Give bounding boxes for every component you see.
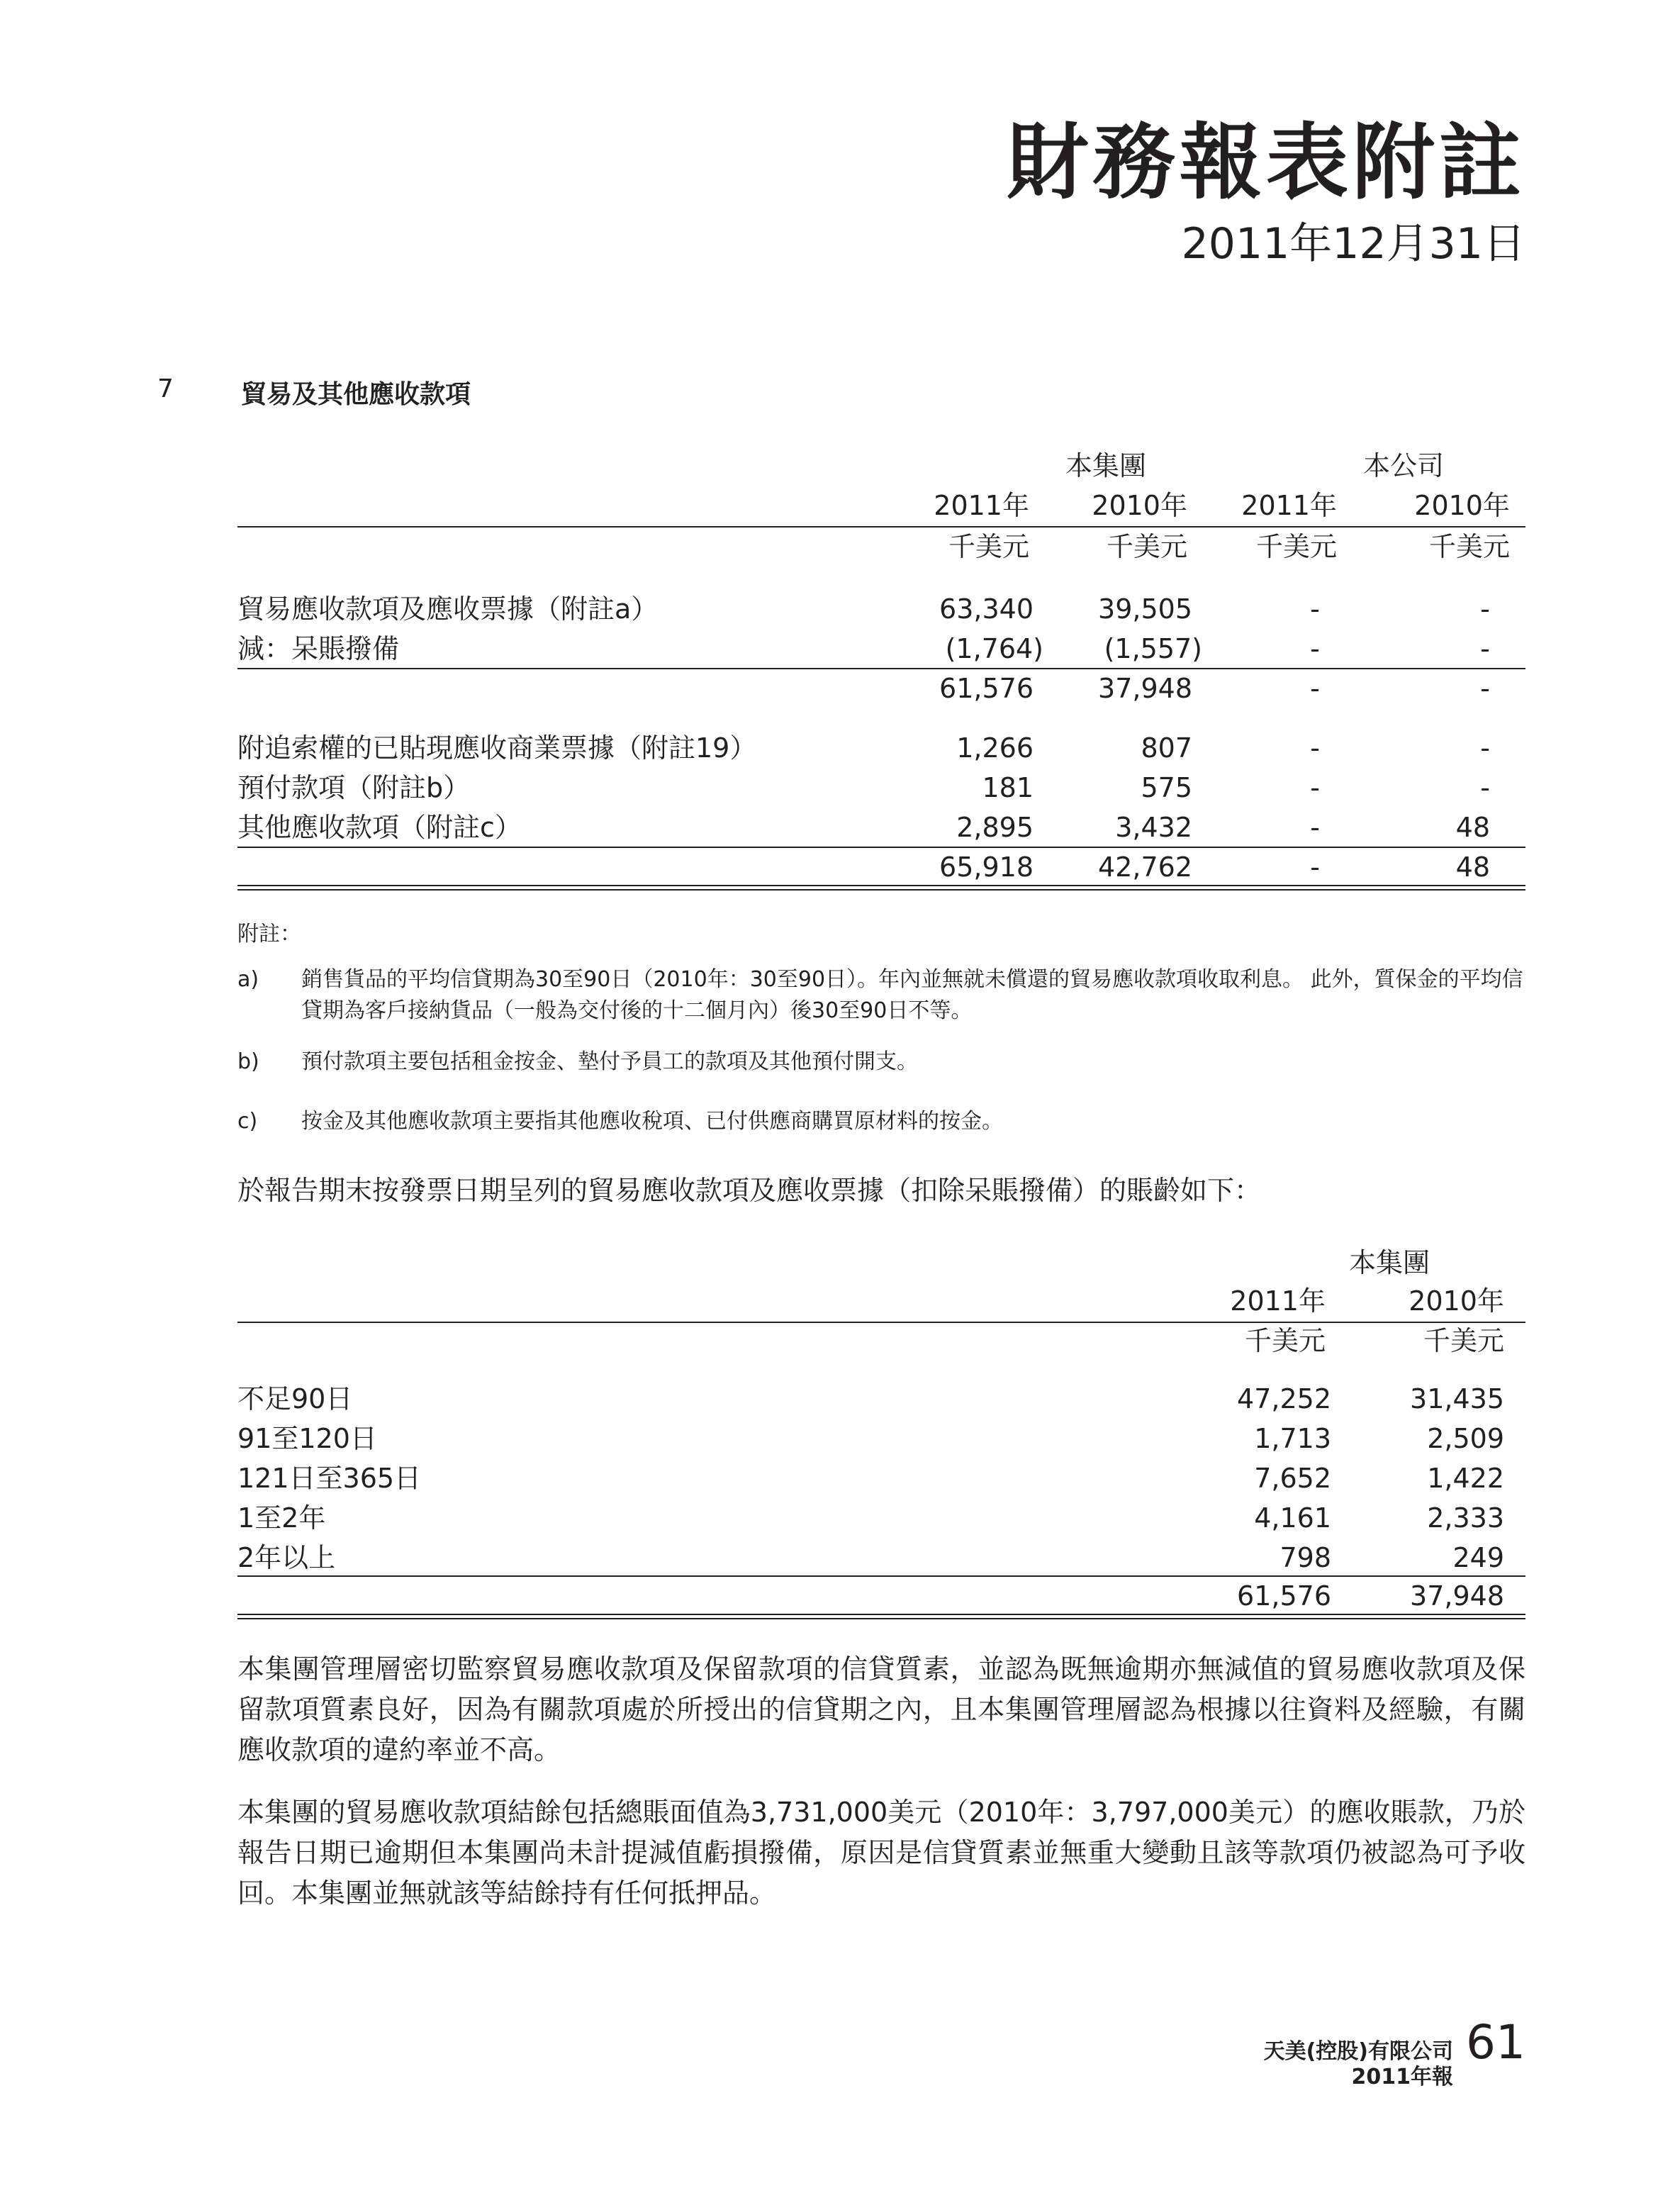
double-rule-top [237,1614,1525,1615]
cell-value: - [1480,732,1490,764]
subtotal-rule [237,668,1525,669]
note-marker: c) [237,1109,258,1134]
cell-value: - [1310,772,1320,803]
cell-value: 1,713 [1254,1423,1331,1454]
cell-value: 798 [1279,1542,1331,1573]
cell-value: 63,340 [939,593,1034,625]
unit-header: 千美元 [1255,531,1337,562]
overdue-paragraph: 本集團的貿易應收款項結餘包括總賬面值為3,731,000美元（2010年：3,797,000美元）的應收賬款，乃於報告日期已逾期但本集團尚未計提減值虧損撥備，原因是信貸質素並無重大變動且該等款項仍被認為可予收回。本集團並無就該等結餘持有任何抵押品。 [237,1797,1525,1909]
year-header: 2010年 [1092,490,1187,521]
year-header: 2011年 [934,490,1029,521]
total-rule [237,847,1525,848]
cell-value: 37,948 [1098,673,1192,704]
section-title: 貿易及其他應收款項 [241,380,471,409]
company-header: 本公司 [1362,450,1444,481]
cell-value: 65,918 [939,852,1034,883]
row-label: 1至2年 [237,1502,326,1534]
total-value: 61,576 [1237,1580,1331,1612]
group-header: 本集團 [1348,1247,1430,1278]
note-marker: a) [237,967,259,992]
year-header: 2010年 [1414,490,1510,521]
cell-value: - [1310,852,1320,883]
page-title: 財務報表附註 [1007,115,1525,211]
unit-header: 千美元 [1244,1325,1326,1356]
cell-value: - [1310,812,1320,843]
row-label: 2年以上 [237,1542,336,1573]
cell-value: 575 [1141,772,1192,803]
section-number: 7 [157,374,174,403]
footer-report: 2011年報 [1351,2065,1453,2089]
cell-value: 48 [1455,852,1490,883]
year-header: 2011年 [1230,1285,1326,1317]
cell-value: 7,652 [1254,1463,1331,1494]
row-label: 貿易應收款項及應收票據（附註a） [237,593,659,625]
cell-value: 48 [1455,812,1490,843]
group-header: 本集團 [1065,450,1146,481]
row-label: 預付款項（附註b） [237,772,471,803]
year-header: 2011年 [1241,490,1337,521]
cell-value: 807 [1141,732,1192,764]
row-label: 121日至365日 [237,1463,422,1494]
cell-value: 2,333 [1427,1502,1504,1534]
cell-value: - [1310,673,1320,704]
cell-value: 181 [982,772,1034,803]
notes-heading: 附註： [237,922,301,947]
cell-value: - [1310,633,1320,664]
note-text: 預付款項主要包括租金按金、墊付予員工的款項及其他預付開支。 [301,1049,918,1074]
cell-value: (1,764) [945,633,1043,664]
cell-value: 1,266 [956,732,1034,764]
cell-value: 2,509 [1427,1423,1504,1454]
note-marker: b) [237,1049,259,1074]
note-text: 銷售貨品的平均信貸期為30至90日（2010年：30至90日）。年內並無就未償還的貿易應收款項收取利息。 此外，質保金的平均信貸期為客戶接納貨品（一般為交付後的十二個月內）後30至90日不等。 [301,967,1523,1023]
note-text: 按金及其他應收款項主要指其他應收稅項、已付供應商購買原材料的按金。 [301,1109,1003,1134]
cell-value: - [1480,673,1490,704]
cell-value: - [1310,732,1320,764]
cell-value: 1,422 [1427,1463,1504,1494]
total-rule [237,1575,1525,1577]
cell-value: 39,505 [1098,593,1192,625]
unit-header: 千美元 [1428,531,1510,562]
double-rule-bottom [237,889,1525,891]
report-date: 2011年12月31日 [1181,219,1525,269]
unit-header: 千美元 [1106,531,1187,562]
cell-value: 31,435 [1410,1383,1504,1414]
cell-value: 249 [1452,1542,1504,1573]
cell-value: 47,252 [1237,1383,1331,1414]
row-label: 其他應收款項（附註c） [237,812,522,843]
unit-header: 千美元 [948,531,1029,562]
cell-value: - [1480,633,1490,664]
year-header: 2010年 [1409,1285,1504,1317]
cell-value: 42,762 [1098,852,1192,883]
double-rule-top [237,885,1525,886]
page-number: 61 [1466,2015,1525,2070]
cell-value: - [1480,593,1490,625]
cell-value: 2,895 [956,812,1034,843]
double-rule-bottom [237,1618,1525,1619]
unit-header: 千美元 [1423,1325,1504,1356]
cell-value: 4,161 [1254,1502,1331,1534]
aging-intro: 於報告期末按發票日期呈列的貿易應收款項及應收票據（扣除呆賬撥備）的賬齡如下： [237,1175,1262,1206]
row-label: 91至120日 [237,1423,377,1454]
cell-value: (1,557) [1104,633,1202,664]
cell-value: 61,576 [939,673,1034,704]
row-label: 不足90日 [237,1383,353,1414]
total-value: 37,948 [1410,1580,1504,1612]
row-label: 減：呆賬撥備 [237,633,400,664]
header-rule [237,1322,1525,1323]
footer-company: 天美(控股)有限公司 [1263,2039,1453,2064]
cell-value: - [1310,593,1320,625]
credit-quality-paragraph: 本集團管理層密切監察貿易應收款項及保留款項的信貸質素，並認為既無逾期亦無減值的貿易應收款項及保留款項質素良好，因為有關款項處於所授出的信貸期之內，且本集團管理層認為根據以往資料及經驗，有關應收款項的違約率並不高。 [237,1653,1525,1765]
cell-value: 3,432 [1115,812,1192,843]
header-rule [237,526,1525,528]
row-label: 附追索權的已貼現應收商業票據（附註19） [237,732,757,764]
cell-value: - [1480,772,1490,803]
